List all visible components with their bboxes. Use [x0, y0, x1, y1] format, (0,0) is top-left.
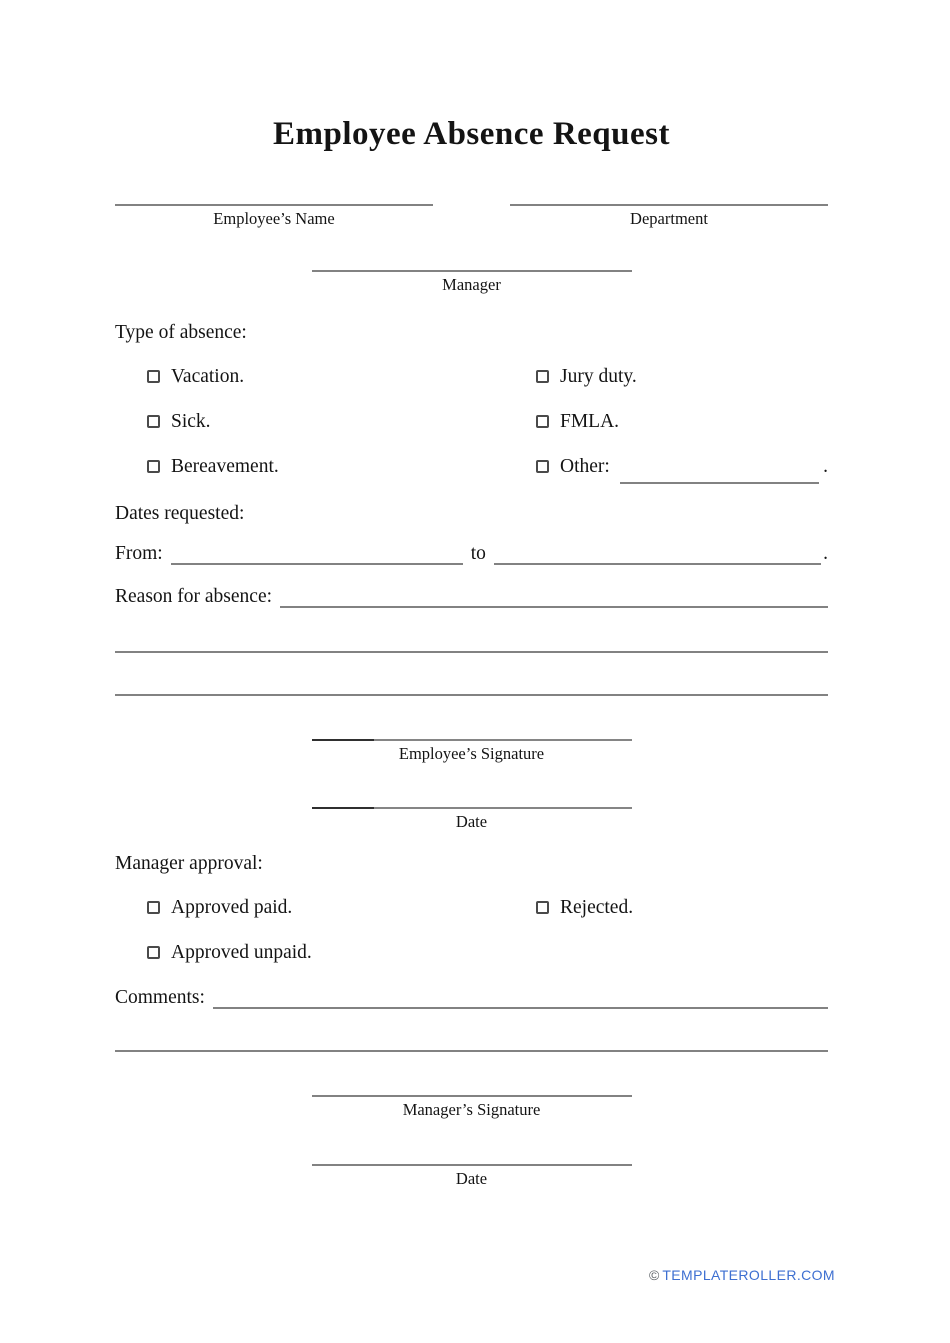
employee-name-label: Employee’s Name: [213, 209, 335, 228]
form-content: [115, 0, 828, 1190]
jury-duty-checkbox[interactable]: [536, 370, 549, 383]
fmla-label: FMLA.: [560, 410, 620, 432]
reason-label: Reason for absence:: [115, 586, 273, 607]
name-department-row: [115, 204, 828, 230]
department-field: [510, 204, 828, 230]
reason-extra-line-2[interactable]: [115, 694, 828, 696]
employee-name-field: [115, 204, 433, 230]
reason-row: [115, 584, 828, 610]
comments-extra-line[interactable]: [115, 1050, 828, 1052]
reason-extra-line-1[interactable]: [115, 651, 828, 653]
jury-duty-label: Jury duty.: [560, 365, 637, 387]
other-suffix: .: [823, 455, 828, 477]
checkbox-item-jury-duty[interactable]: [536, 354, 828, 399]
employee-name-input-line[interactable]: [115, 204, 433, 206]
manager-date-line[interactable]: [312, 1164, 632, 1166]
manager-signature-label: Manager’s Signature: [402, 1100, 541, 1119]
approved-unpaid-checkbox[interactable]: [147, 946, 160, 959]
checkbox-item-vacation[interactable]: [115, 354, 536, 399]
checkbox-item-approved-unpaid[interactable]: [115, 930, 536, 975]
bereavement-checkbox[interactable]: [147, 460, 160, 473]
manager-label: Manager: [442, 275, 501, 294]
reason-input-line[interactable]: [280, 606, 828, 608]
department-input-line[interactable]: [510, 204, 828, 206]
vacation-checkbox[interactable]: [147, 370, 160, 383]
sick-label: Sick.: [171, 410, 211, 432]
dates-requested-heading: Dates requested:: [115, 503, 245, 524]
dates-from-to-row: [115, 541, 828, 567]
templateroller-link[interactable]: TEMPLATEROLLER.COM: [662, 1267, 835, 1283]
comments-label: Comments:: [115, 987, 205, 1008]
from-label: From:: [115, 543, 163, 564]
employee-signature-label: Employee’s Signature: [398, 744, 545, 763]
checkbox-item-fmla[interactable]: [536, 399, 828, 444]
comments-input-line[interactable]: [213, 1007, 828, 1009]
manager-signature-line[interactable]: [312, 1095, 632, 1097]
employee-signature-line[interactable]: [312, 739, 632, 741]
employee-date-block: [312, 807, 632, 833]
to-date-input-line[interactable]: [494, 563, 821, 565]
comments-row: [115, 985, 828, 1011]
manager-date-label: Date: [455, 1169, 488, 1188]
department-label: Department: [630, 209, 708, 228]
rejected-checkbox[interactable]: [536, 901, 549, 914]
approved-paid-label: Approved paid.: [171, 896, 293, 918]
manager-approval-heading: Manager approval:: [115, 853, 263, 874]
manager-signature-block: [312, 1095, 632, 1121]
manager-date-block: [312, 1164, 632, 1190]
type-of-absence-heading: Type of absence:: [115, 322, 247, 343]
checkbox-item-rejected[interactable]: [536, 885, 828, 930]
employee-date-label: Date: [455, 812, 488, 831]
manager-input-line[interactable]: [312, 270, 632, 272]
other-input-line[interactable]: [620, 470, 819, 484]
copyright-icon: ©: [649, 1267, 660, 1283]
absence-options-grid: [115, 354, 828, 489]
other-checkbox[interactable]: [536, 460, 549, 473]
approved-unpaid-label: Approved unpaid.: [171, 941, 312, 963]
approved-paid-checkbox[interactable]: [147, 901, 160, 914]
from-date-input-line[interactable]: [171, 563, 463, 565]
checkbox-item-sick[interactable]: [115, 399, 536, 444]
to-label: to: [470, 543, 486, 564]
vacation-label: Vacation.: [171, 365, 245, 387]
other-label: Other:: [560, 455, 610, 477]
page-title: Employee Absence Request: [273, 116, 670, 152]
checkbox-item-other[interactable]: [536, 444, 828, 489]
employee-signature-block: [312, 739, 632, 765]
footer: [649, 1266, 835, 1284]
fmla-checkbox[interactable]: [536, 415, 549, 428]
rejected-label: Rejected.: [560, 896, 634, 918]
bereavement-label: Bereavement.: [171, 455, 279, 477]
approval-grid-spacer: [536, 930, 828, 975]
sick-checkbox[interactable]: [147, 415, 160, 428]
approval-options-grid: [115, 885, 828, 975]
employee-date-line[interactable]: [312, 807, 632, 809]
checkbox-item-approved-paid[interactable]: [115, 885, 536, 930]
checkbox-item-bereavement[interactable]: [115, 444, 536, 489]
manager-field: [312, 270, 632, 296]
dates-suffix: .: [823, 543, 828, 564]
